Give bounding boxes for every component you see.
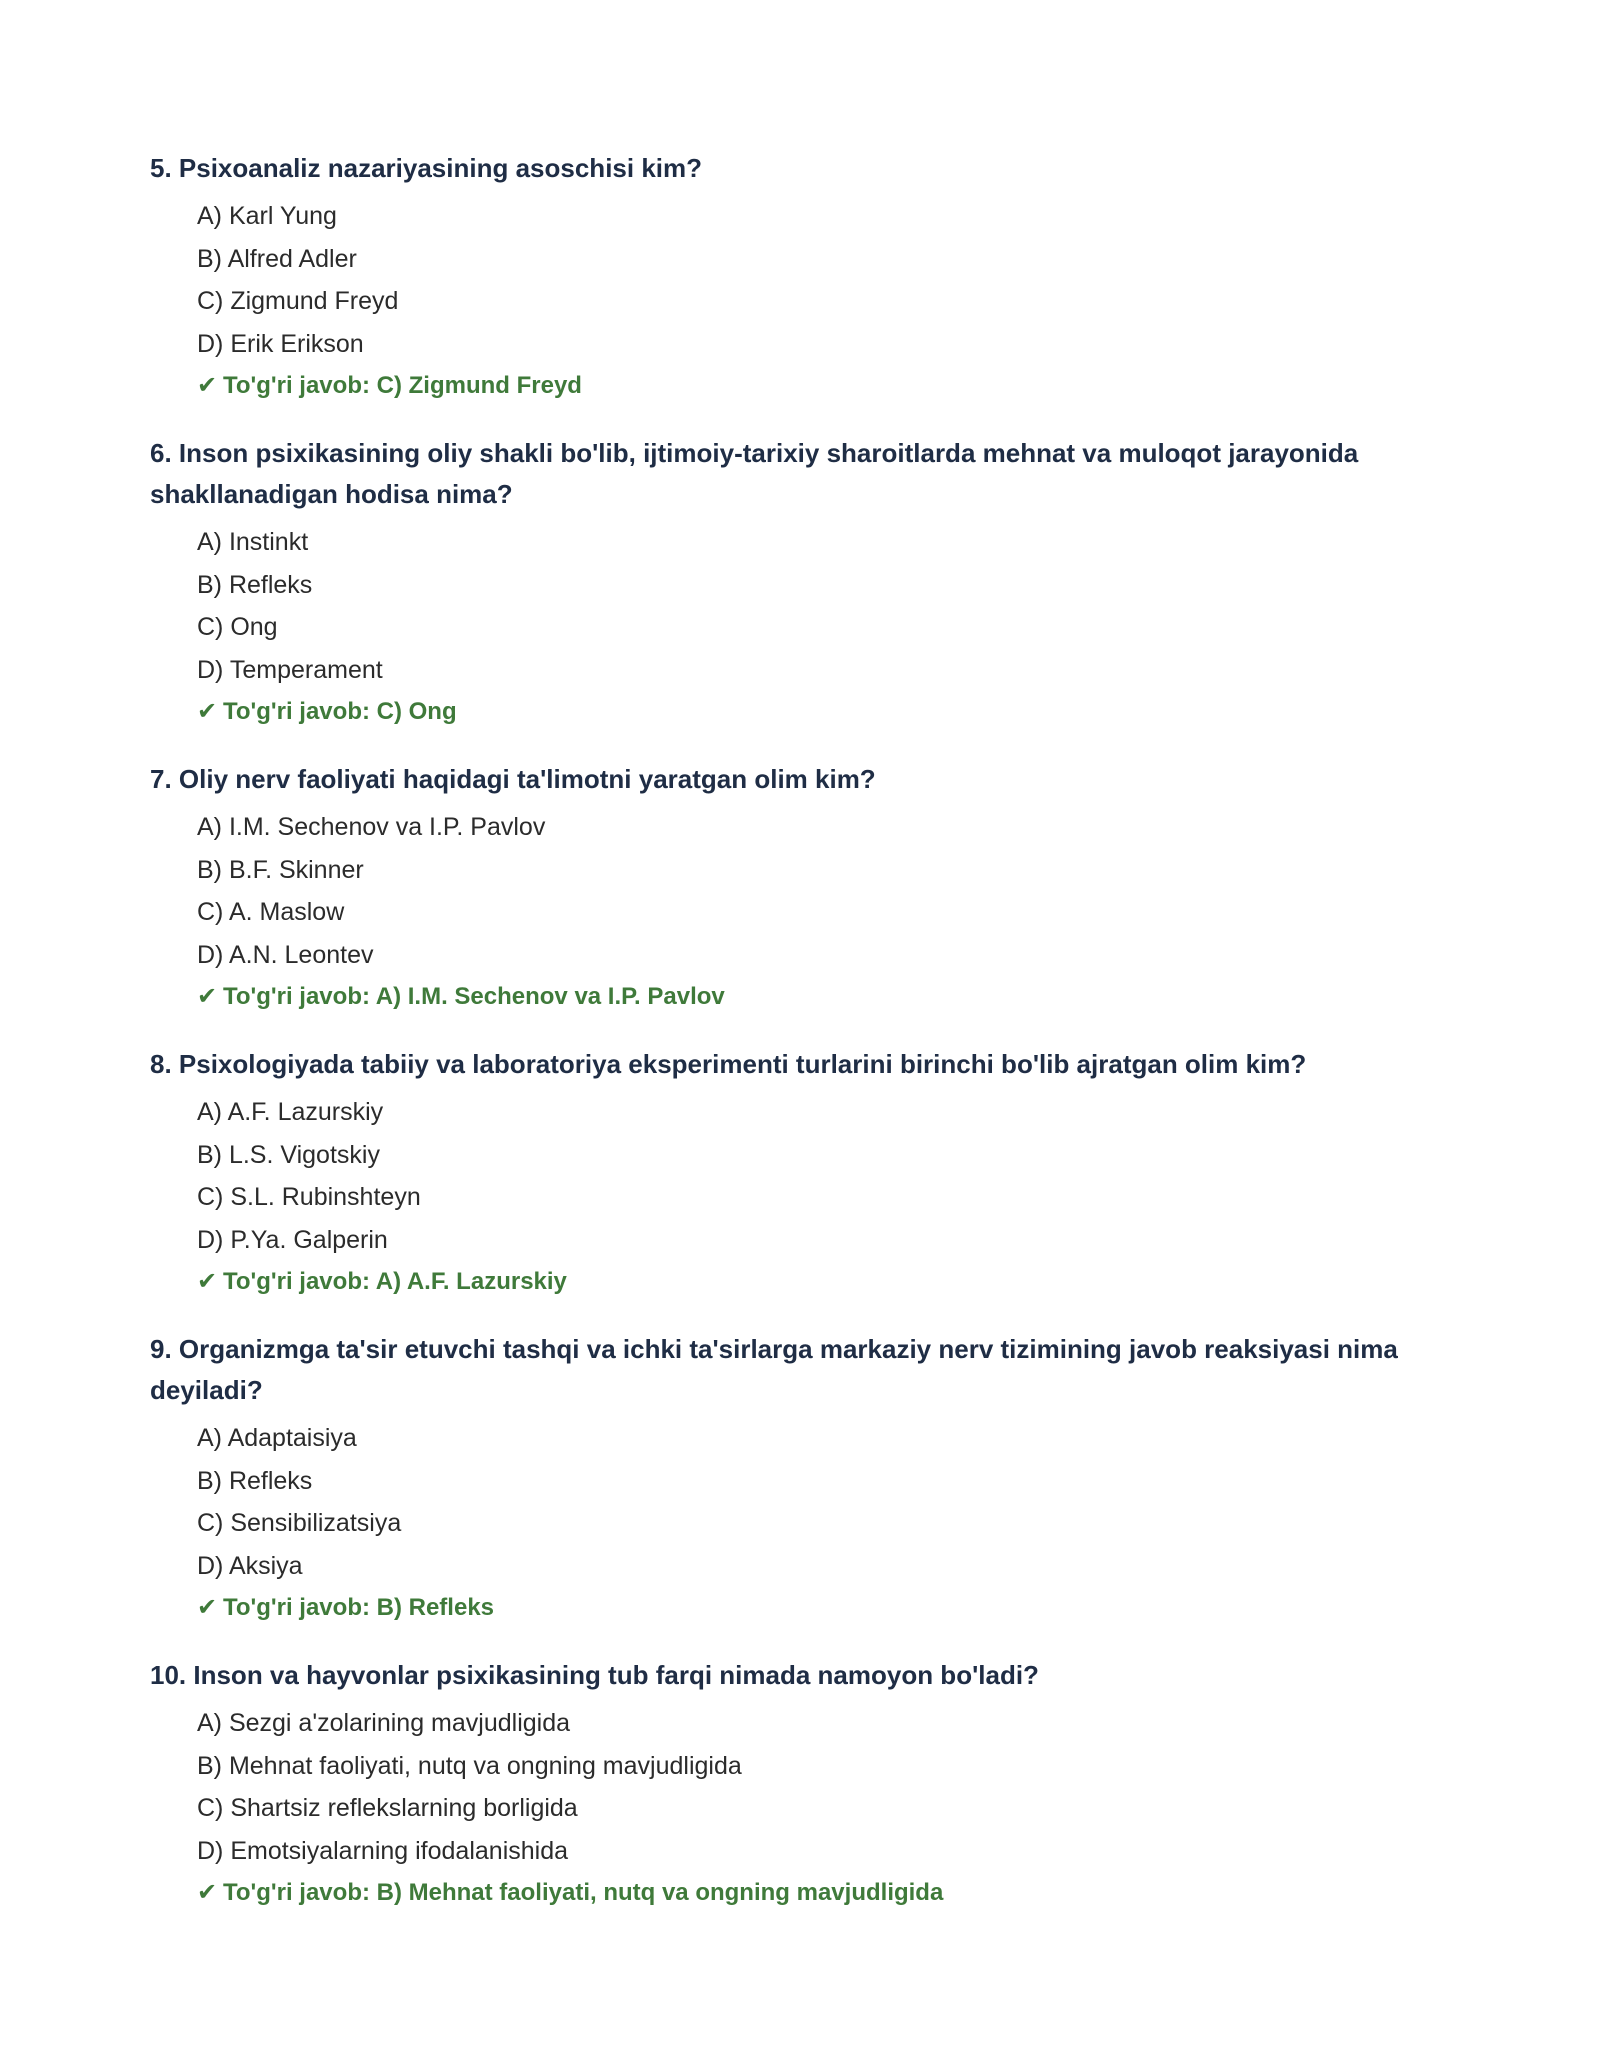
option-item: B) Refleks bbox=[197, 1466, 313, 1495]
option-item: D) P.Ya. Galperin bbox=[197, 1225, 388, 1254]
checkmark-icon: ✔ bbox=[197, 1879, 218, 1906]
option-item: B) L.S. Vigotskiy bbox=[197, 1140, 380, 1169]
correct-answer-text: To'g'ri javob: B) Refleks bbox=[223, 1594, 495, 1621]
option-item: B) Mehnat faoliyati, nutq va ongning mavjudligida bbox=[197, 1751, 742, 1780]
question-block bbox=[150, 433, 1400, 733]
correct-answer bbox=[150, 691, 1400, 733]
correct-answer bbox=[150, 1872, 1400, 1914]
correct-answer bbox=[150, 1587, 1400, 1629]
options-list bbox=[150, 1091, 1400, 1261]
options-list bbox=[150, 195, 1400, 365]
option-item: D) Temperament bbox=[197, 655, 383, 684]
option-item: A) A.F. Lazurskiy bbox=[197, 1098, 384, 1126]
checkmark-icon: ✔ bbox=[197, 698, 218, 725]
correct-answer bbox=[150, 1261, 1400, 1303]
option-item: C) Ong bbox=[197, 613, 278, 641]
correct-answer bbox=[150, 976, 1400, 1018]
options-list bbox=[150, 806, 1400, 976]
option-item: C) Shartsiz reflekslarning borligida bbox=[197, 1794, 578, 1822]
option-item: B) Alfred Adler bbox=[197, 244, 357, 273]
question-title: 8. Psixologiyada tabiiy va laboratoriya eksperimenti turlarini birinchi bo'lib ajratgan olim kim? bbox=[150, 1049, 1307, 1079]
checkmark-icon: ✔ bbox=[197, 1594, 218, 1621]
option-item: B) Refleks bbox=[197, 570, 313, 599]
question-block bbox=[150, 148, 1400, 407]
question-title: 10. Inson va hayvonlar psixikasining tub farqi nimada namoyon bo'ladi? bbox=[150, 1660, 1039, 1690]
checkmark-icon: ✔ bbox=[197, 372, 218, 399]
option-item: A) Instinkt bbox=[197, 528, 309, 556]
question-block bbox=[150, 1329, 1400, 1629]
option-item: C) A. Maslow bbox=[197, 898, 345, 926]
option-item: D) Emotsiyalarning ifodalanishida bbox=[197, 1836, 569, 1865]
correct-answer-text: To'g'ri javob: A) A.F. Lazurskiy bbox=[223, 1268, 567, 1295]
question-title: 7. Oliy nerv faoliyati haqidagi ta'limotni yaratgan olim kim? bbox=[150, 764, 876, 794]
question-title: 9. Organizmga ta'sir etuvchi tashqi va ichki ta'sirlarga markaziy nerv tizimining javob reaksiyasi nima deyiladi? bbox=[150, 1334, 1398, 1405]
options-list bbox=[150, 1417, 1400, 1587]
option-item: C) Zigmund Freyd bbox=[197, 287, 399, 315]
question-block bbox=[150, 1044, 1400, 1303]
options-list bbox=[150, 521, 1400, 691]
option-item: A) Sezgi a'zolarining mavjudligida bbox=[197, 1709, 571, 1737]
option-item: B) B.F. Skinner bbox=[197, 855, 364, 884]
options-list bbox=[150, 1702, 1400, 1872]
correct-answer bbox=[150, 365, 1400, 407]
option-item: A) Karl Yung bbox=[197, 202, 337, 230]
option-item: A) I.M. Sechenov va I.P. Pavlov bbox=[197, 813, 546, 841]
correct-answer-text: To'g'ri javob: C) Ong bbox=[223, 698, 457, 725]
question-block bbox=[150, 1655, 1400, 1914]
option-item: C) S.L. Rubinshteyn bbox=[197, 1183, 421, 1211]
correct-answer-text: To'g'ri javob: B) Mehnat faoliyati, nutq va ongning mavjudligida bbox=[223, 1879, 944, 1906]
option-item: C) Sensibilizatsiya bbox=[197, 1509, 402, 1537]
option-item: A) Adaptaisiya bbox=[197, 1424, 357, 1452]
correct-answer-text: To'g'ri javob: C) Zigmund Freyd bbox=[223, 372, 582, 399]
option-item: D) A.N. Leontev bbox=[197, 940, 374, 969]
option-item: D) Aksiya bbox=[197, 1551, 303, 1580]
checkmark-icon: ✔ bbox=[197, 1268, 218, 1295]
option-item: D) Erik Erikson bbox=[197, 329, 364, 358]
question-title: 6. Inson psixikasining oliy shakli bo'lib, ijtimoiy-tarixiy sharoitlarda mehnat va muloqot jarayonida shakllanadigan hodisa nima? bbox=[150, 438, 1359, 509]
question-title: 5. Psixoanaliz nazariyasining asoschisi kim? bbox=[150, 153, 703, 183]
checkmark-icon: ✔ bbox=[197, 983, 218, 1010]
question-block bbox=[150, 759, 1400, 1018]
correct-answer-text: To'g'ri javob: A) I.M. Sechenov va I.P. Pavlov bbox=[223, 983, 725, 1010]
